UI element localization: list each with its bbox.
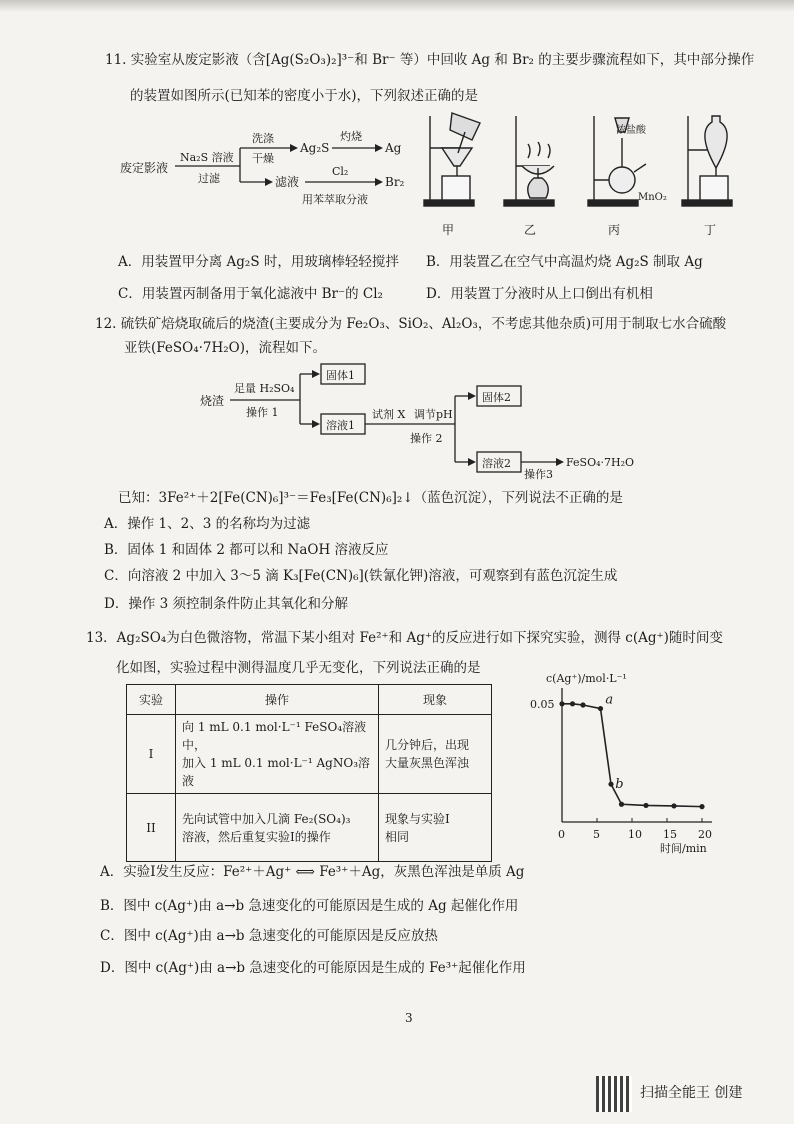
q13-chart (520, 666, 720, 866)
flow-start: 废定影液 (120, 161, 169, 175)
q12-flow-op1: 操作 1 (246, 406, 279, 419)
data-point-8 (699, 804, 704, 809)
q11-stem-line2: 的装置如图所示(已知苯的密度小于水)，下列叙述正确的是 (130, 88, 479, 104)
row1-op-line1: 向 1 mL 0.1 mol·L⁻¹ FeSO₄溶液中， (182, 720, 367, 752)
q13-table (126, 684, 492, 862)
q11-option-a: A．用装置甲分离 Ag₂S 时，用玻璃棒轻轻搅拌 (118, 254, 399, 270)
data-point-7 (671, 803, 676, 808)
q11-flow-diagram (120, 118, 420, 228)
q12-flow-solid2: 固体2 (482, 391, 511, 404)
x-tick-label-0: 0 (558, 828, 565, 841)
flow-upper-op: 洗涤 (252, 132, 274, 145)
q11-option-c: C．用装置丙制备用于氧化滤液中 Br⁻的 Cl₂ (118, 286, 383, 302)
flow-br2: Br₂ (385, 175, 405, 189)
x-tick-label-2: 10 (628, 828, 642, 841)
row1-op-line2: 加入 1 mL 0.1 mol·L⁻¹ AgNO₃溶液 (182, 756, 371, 788)
q12-option-b: B．固体 1 和固体 2 都可以和 NaOH 溶液反应 (104, 542, 389, 558)
apparatus-jia (424, 113, 480, 206)
row2-ph-line2: 相同 (385, 829, 410, 844)
q11-stem-line1: 11. 实验室从废定影液（含[Ag(S₂O₃)₂]³⁻和 Br⁻ 等）中回收 Ag 和 Br₂ 的主要步骤流程如下，其中部分操作 (105, 52, 755, 68)
data-point-5 (619, 802, 624, 807)
q11-option-b: B．用装置乙在空气中高温灼烧 Ag₂S 制取 Ag (426, 254, 703, 270)
flow-cl2: Cl₂ (332, 165, 349, 178)
q12-flow-adjust: 调节pH (414, 408, 453, 421)
q12-flow-reagent-x: 试剂 X (372, 408, 406, 421)
flow-burn: 灼烧 (340, 130, 362, 143)
label-ding: 丁 (704, 223, 717, 237)
row2-ph-line1: 现象与实验I (385, 811, 450, 826)
flow-op1: 过滤 (198, 172, 220, 185)
q12-flow-sol2: 溶液2 (482, 457, 511, 470)
table-header-exp: 实验 (127, 685, 176, 715)
row2-op-line2: 溶液，然后重复实验I的操作 (182, 829, 331, 844)
flow-extract: 用苯萃取分液 (302, 193, 368, 206)
row1-ph-line1: 几分钟后，出现 (385, 738, 470, 752)
chart-xlabel: 时间/min (660, 842, 707, 855)
table-row2-id: II (127, 794, 176, 862)
data-point-3 (598, 706, 603, 711)
page-number: 3 (405, 1011, 413, 1025)
table-header-phen: 现象 (379, 685, 492, 715)
annotation-a: a (605, 692, 614, 708)
label-jia: 甲 (442, 223, 455, 237)
q13-option-b: B．图中 c(Ag⁺)由 a→b 急速变化的可能原因是生成的 Ag 起催化作用 (100, 898, 519, 914)
q13-stem-line1: 13．Ag₂SO₄为白色微溶物，常温下某小组对 Fe²⁺和 Ag⁺的反应进行如下探究实验，测得 c(Ag⁺)随时间变 (86, 630, 723, 646)
q12-flow-start: 烧渣 (200, 394, 225, 408)
q12-flow-product: FeSO₄·7H₂O (566, 456, 635, 469)
mno2-label: MnO₂ (638, 192, 667, 203)
table-row2-op (176, 794, 379, 862)
q12-stem-line1: 12. 硫铁矿焙烧取硫后的烧渣(主要成分为 Fe₂O₃、SiO₂、Al₂O₃，不考虑其他杂质)可用于制取七水合硫酸 (95, 316, 727, 332)
data-point-2 (580, 702, 585, 707)
q11-option-d: D．用装置丁分液时从上口倒出有机相 (426, 286, 653, 302)
q12-flow-diagram (200, 360, 660, 480)
q12-flow-op2: 操作 2 (410, 432, 443, 445)
x-tick-label-4: 20 (698, 828, 712, 841)
data-point-0 (559, 701, 564, 706)
apparatus-yi (504, 116, 554, 206)
data-point-6 (643, 803, 648, 808)
label-bing: 丙 (608, 223, 621, 237)
q12-stem-line2: 亚铁(FeSO₄·7H₂O)，流程如下。 (124, 340, 327, 356)
q13-option-d: D．图中 c(Ag⁺)由 a→b 急速变化的可能原因是生成的 Fe³⁺起催化作用 (100, 960, 526, 976)
watermark-text: 扫描全能王 创建 (640, 1085, 743, 1101)
row1-ph-line2: 大量灰黑色浑浊 (385, 756, 470, 770)
q12-flow-op3: 操作3 (524, 468, 553, 480)
hcl-label: 浓盐酸 (616, 125, 646, 136)
q13-option-c: C．图中 c(Ag⁺)由 a→b 急速变化的可能原因是反应放热 (100, 928, 438, 944)
x-tick-label-1: 5 (593, 828, 600, 841)
qr-code-icon (596, 1076, 632, 1112)
q12-option-d: D．操作 3 须控制条件防止其氧化和分解 (104, 596, 348, 612)
flow-reagent: Na₂S 溶液 (180, 151, 234, 164)
table-row1-id: I (127, 715, 176, 794)
apparatus-ding (682, 116, 732, 206)
flow-ag: Ag (385, 141, 402, 155)
chart-ylabel: c(Ag⁺)/mol·L⁻¹ (546, 672, 627, 685)
q12-option-c: C．向溶液 2 中加入 3～5 滴 K₃[Fe(CN)₆](铁氰化钾)溶液，可观察到有蓝色沉淀生成 (104, 568, 618, 584)
flow-upper-op2: 干燥 (252, 152, 274, 165)
q12-flow-solid1: 固体1 (326, 369, 355, 382)
annotation-b: b (615, 777, 624, 793)
q12-flow-sol1: 溶液1 (326, 419, 355, 432)
y-tick-label-0: 0.05 (530, 697, 555, 711)
data-point-1 (570, 701, 575, 706)
x-tick-label-3: 15 (663, 828, 677, 841)
flow-filtrate: 滤液 (275, 175, 300, 189)
q11-apparatus (420, 108, 750, 243)
table-header-op: 操作 (176, 685, 379, 715)
q12-known: 已知：3Fe²⁺＋2[Fe(CN)₆]³⁻＝Fe₃[Fe(CN)₆]₂↓（蓝色沉淀），下列说法不正确的是 (118, 490, 623, 506)
data-point-4 (608, 782, 613, 787)
row2-op-line1: 先向试管中加入几滴 Fe₂(SO₄)₃ (182, 811, 351, 826)
table-row1-phen (379, 715, 492, 794)
table-row1-op (176, 715, 379, 794)
flow-solid: Ag₂S (300, 141, 330, 155)
q13-option-a: A．实验I发生反应：Fe²⁺＋Ag⁺ ⟺ Fe³⁺＋Ag，灰黑色浑浊是单质 Ag (100, 864, 525, 880)
table-row2-phen (379, 794, 492, 862)
series-line (562, 704, 702, 807)
label-yi: 乙 (524, 223, 537, 237)
q12-flow-reagent: 足量 H₂SO₄ (234, 382, 295, 395)
q13-stem-line2: 化如图，实验过程中测得温度几乎无变化，下列说法正确的是 (116, 660, 481, 676)
scan-shadow (0, 0, 794, 12)
q12-option-a: A．操作 1、2、3 的名称均为过滤 (104, 516, 311, 532)
